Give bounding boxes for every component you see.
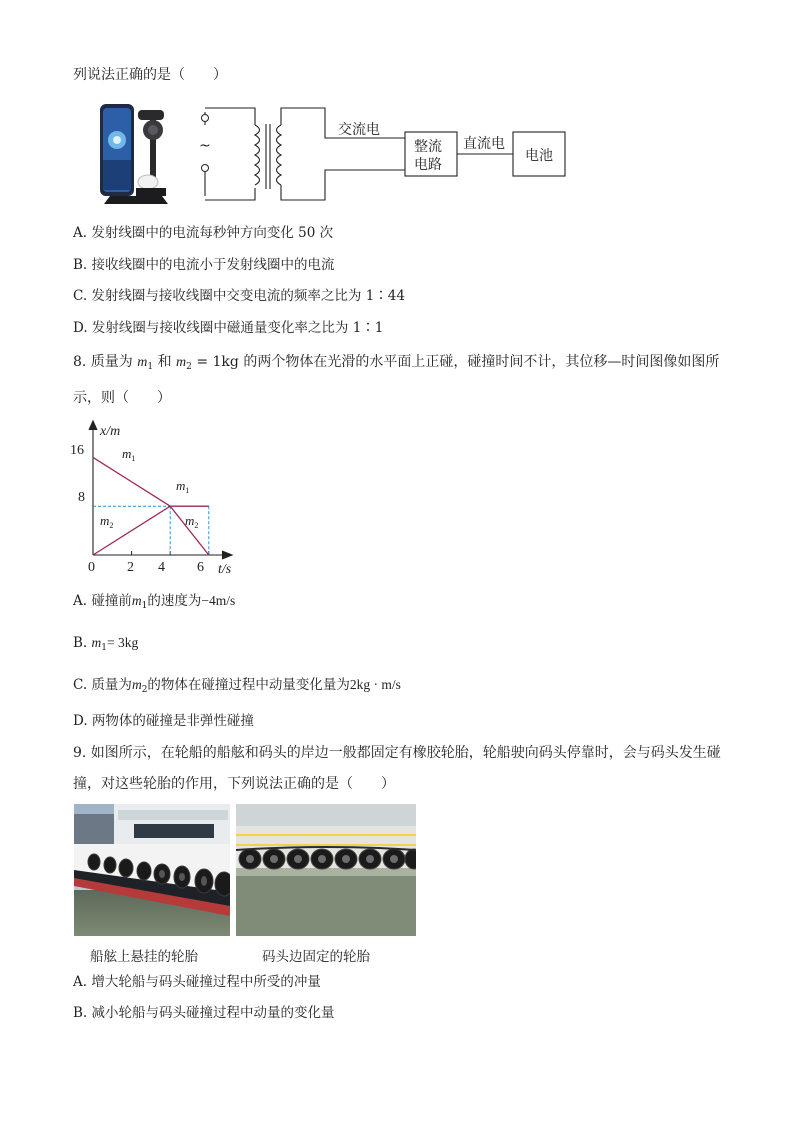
line-label-m2-after: $m_2$ — [185, 513, 199, 530]
var-m1: m — [137, 355, 148, 370]
q7-option-d: D. 发射线圈与接收线圈中磁通量变化率之比为 1∶1 — [73, 320, 384, 336]
q8-stem-p1: 质量为 — [90, 354, 133, 370]
series-line-m1 — [93, 457, 209, 506]
q8-option-a: A. 碰撞前$m_1$的速度为−4m/s — [73, 593, 236, 611]
q9-option-a: A. 增大轮船与码头碰撞过程中所受的冲量 — [73, 974, 321, 990]
q9-stem-line2: 撞，对这些轮胎的作用，下列说法正确的是（ ） — [73, 776, 395, 792]
y-tick-16: 16 — [70, 443, 84, 458]
x-tick-4: 4 — [158, 560, 165, 575]
q8-m2-eq: = 1kg — [196, 354, 239, 370]
x-axis-label: t/s — [218, 562, 232, 577]
ship-tires-photo — [74, 804, 230, 936]
rectifier-line1: 整流 — [414, 139, 442, 155]
q8-option-c: C. 质量为$m_2$的物体在碰撞过程中动量变化量为2kg · m/s — [73, 677, 401, 695]
var-m2: m — [176, 355, 187, 370]
y-axis-label: x/m — [100, 424, 121, 439]
line-label-m1-after: $m_1$ — [176, 478, 190, 495]
caption-ship-tires: 船舷上悬挂的轮胎 — [90, 949, 198, 965]
q8-option-b: B. $m_1= 3kg$ — [73, 635, 139, 653]
q8-stem-line2: 示，则（ ） — [73, 390, 171, 406]
x-tick-2: 2 — [127, 560, 134, 575]
q8-stem-p3: 的两个物体在光滑的水平面上正碰，碰撞时间不计，其位移—时间图像如图所 — [243, 354, 720, 370]
y-tick-8: 8 — [78, 490, 85, 505]
q7-option-b: B. 接收线圈中的电流小于发射线圈中的电流 — [73, 257, 335, 273]
q8-stem-line1: 8. 质量为 $m_1$ 和 $m_2 = 1kg$ 的两个物体在光滑的水平面上正碰，碰撞时间不计，其位移—时间图像如图所 — [73, 354, 720, 372]
label-ac: 交流电 — [338, 122, 380, 138]
q7-option-c: C. 发射线圈与接收线圈中交变电流的频率之比为 1∶44 — [73, 288, 405, 304]
battery-label: 电池 — [525, 148, 553, 164]
q7-option-a: A. 发射线圈中的电流每秒钟方向变化 50 次 — [73, 225, 334, 241]
q8-stem-p2: 和 — [157, 354, 172, 370]
ac-terminal-bottom — [202, 165, 209, 172]
q7-stem-tail: 列说法正确的是（ ） — [73, 67, 227, 83]
dock-tires-photo — [236, 804, 416, 936]
displacement-time-graph — [60, 415, 250, 580]
q8-option-d: D. 两物体的碰撞是非弹性碰撞 — [73, 713, 254, 729]
label-dc: 直流电 — [463, 136, 505, 152]
line-label-m2-before: $m_2$ — [100, 513, 114, 530]
line-label-m1-before: $m_1$ — [122, 446, 136, 463]
origin-label: 0 — [88, 560, 95, 575]
caption-dock-tires: 码头边固定的轮胎 — [262, 949, 370, 965]
q9-stem-line1: 9. 如图所示，在轮船的船舷和码头的岸边一般都固定有橡胶轮胎，轮船驶向码头停靠时，会与码头发生碰 — [73, 745, 721, 761]
transformer-circuit-diagram — [195, 100, 575, 210]
ac-symbol: ~ — [199, 138, 211, 154]
q8-number: 8. — [73, 354, 87, 370]
rectifier-line2: 电路 — [414, 157, 442, 173]
q9-option-b: B. 减小轮船与码头碰撞过程中动量的变化量 — [73, 1005, 335, 1021]
ac-terminal-top — [202, 115, 209, 122]
wireless-charger-image — [90, 100, 180, 205]
x-tick-6: 6 — [197, 560, 204, 575]
